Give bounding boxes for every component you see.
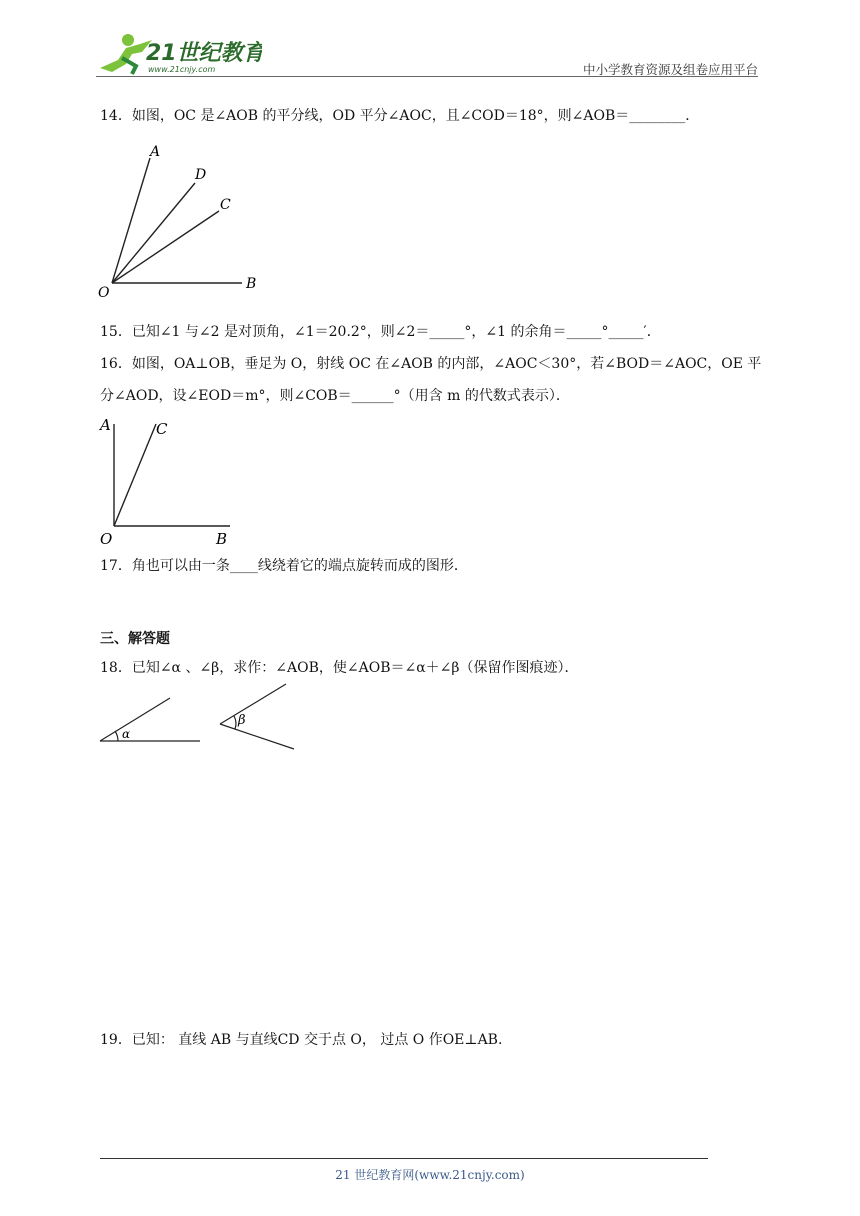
question-16-line2: 分∠AOD，设∠EOD＝m°，则∠COB＝______°（用含 m 的代数式表示）．	[100, 388, 570, 404]
ray-od	[112, 183, 195, 283]
ray-oc	[114, 424, 156, 526]
alpha-side	[100, 698, 170, 741]
label-o: O	[100, 530, 113, 548]
label-c: C	[156, 420, 168, 438]
figure-18	[98, 680, 298, 754]
header-divider	[96, 76, 758, 77]
question-14: 14．如图，OC 是∠AOB 的平分线，OD 平分∠AOC，且∠COD＝18°，则∠AOB＝________．	[100, 108, 700, 124]
question-15: 15．已知∠1 与∠2 是对顶角，∠1＝20.2°，则∠2＝_____°，∠1 的余角＝_____°_____′．	[100, 324, 661, 340]
question-19: 19．已知： 直线 AB 与直线CD 交于点 O， 过点 O 作OE⊥AB.	[100, 1032, 503, 1048]
alpha-label: α	[122, 727, 131, 741]
beta-upper	[220, 684, 286, 724]
label-d: D	[195, 167, 207, 183]
label-b: B	[216, 530, 228, 548]
label-a: A	[150, 144, 161, 160]
beta-arc	[234, 716, 236, 729]
alpha-arc	[115, 731, 118, 741]
figure-14	[98, 140, 268, 300]
beta-lower	[220, 724, 294, 749]
footer-text: 21 世纪教育网(www.21cnjy.com)	[335, 1168, 525, 1182]
label-o: O	[98, 285, 110, 300]
label-a: A	[100, 416, 111, 434]
question-16-line1: 16．如图，OA⊥OB，垂足为 O，射线 OC 在∠AOB 的内部，∠AOC＜30°，若∠BOD＝∠AOC，OE 平	[100, 356, 762, 372]
logo-text: 21世纪教育	[146, 41, 262, 66]
label-b: B	[246, 276, 257, 292]
ray-oa	[112, 158, 150, 283]
ray-oc	[112, 211, 219, 283]
site-logo	[92, 30, 262, 82]
footer-divider	[100, 1158, 708, 1159]
label-c: C	[220, 197, 231, 213]
figure-16	[98, 414, 238, 550]
question-18: 18．已知∠α 、∠β，求作：∠AOB，使∠AOB＝∠α＋∠β（保留作图痕迹）．	[100, 660, 579, 676]
runner-icon	[100, 34, 152, 74]
question-17: 17．角也可以由一条____线绕着它的端点旋转而成的图形．	[100, 558, 468, 574]
platform-name: 中小学教育资源及组卷应用平台	[582, 62, 758, 77]
beta-label: β	[238, 713, 246, 728]
logo-url: www.21cnjy.com	[148, 65, 216, 74]
section-title: 三、解答题	[100, 631, 170, 647]
